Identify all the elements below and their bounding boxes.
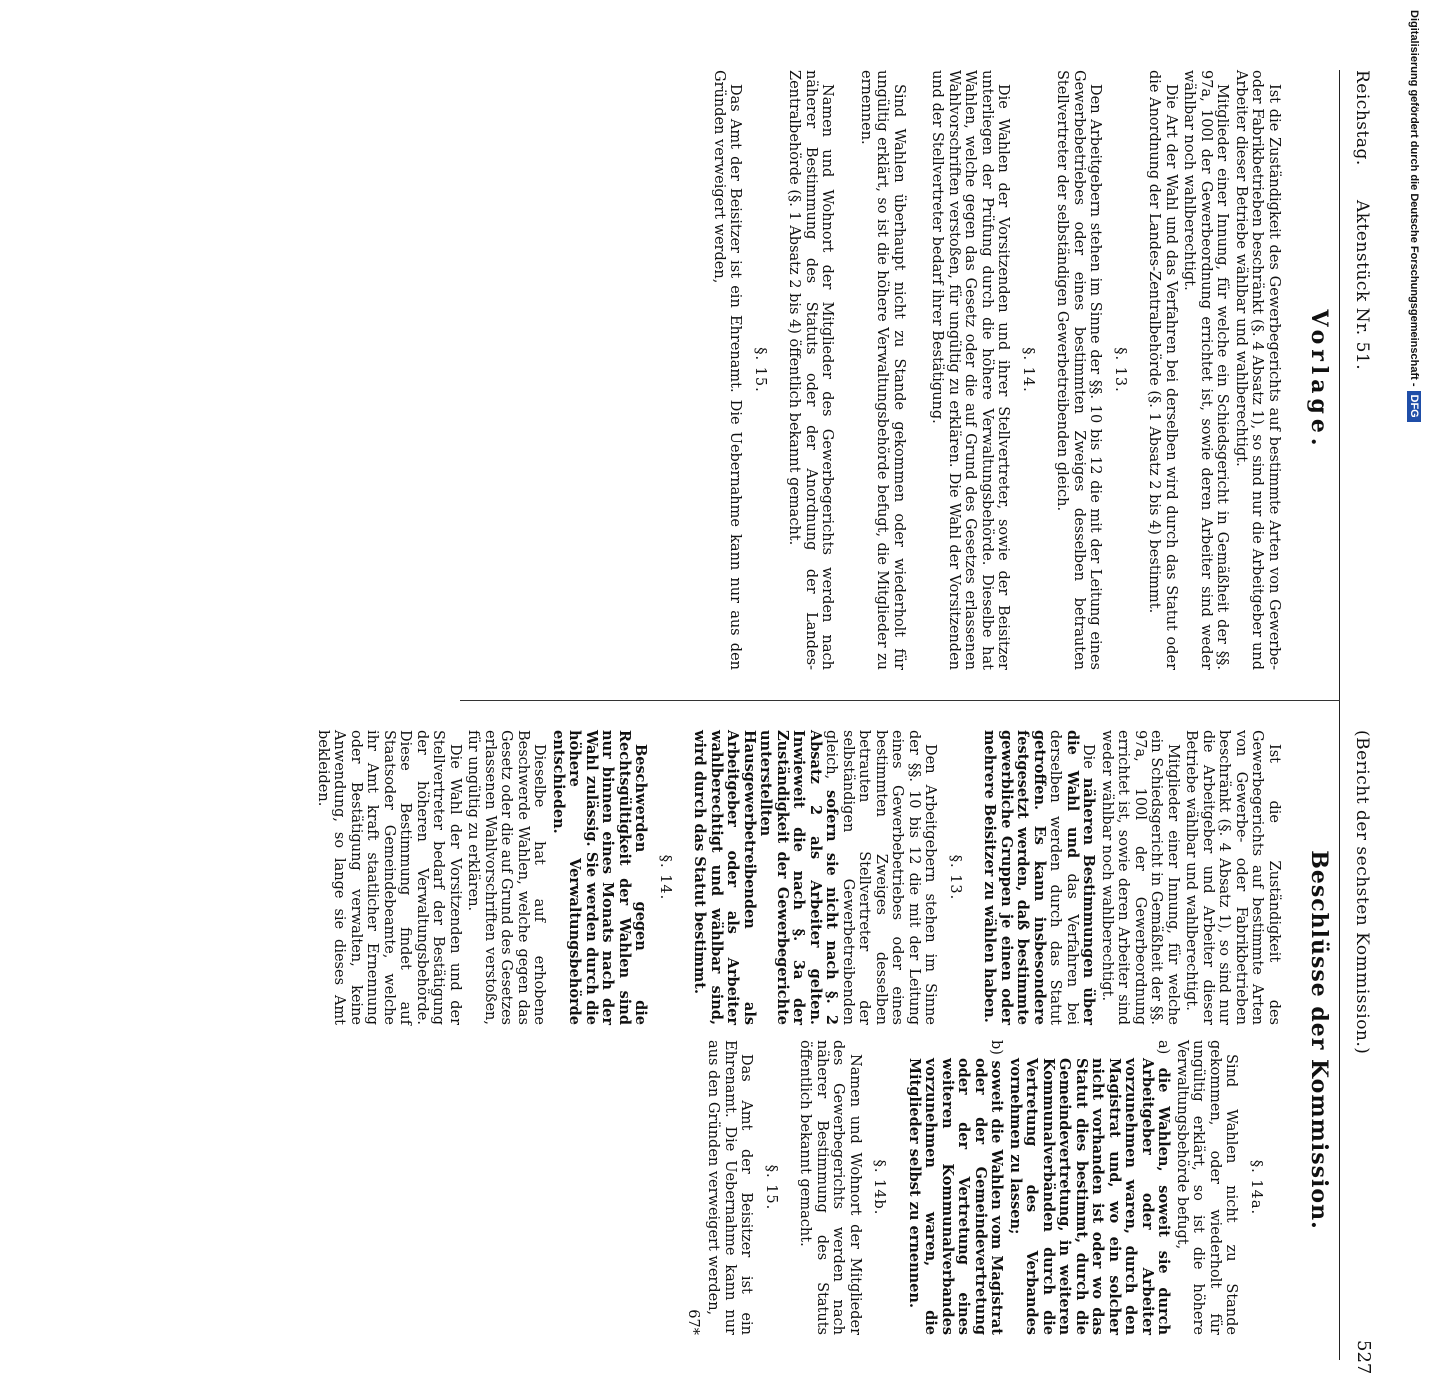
vorlage-sec14-head: §. 14. xyxy=(1020,347,1036,393)
header-reichstag: Reichstag. xyxy=(1352,70,1372,166)
beschluss-sec14a: Beschwerden gegen die Rechtsgültigkeit der Wahlen sind nur binnen eines Monats nach der Wahl zulässig. Sie werden durch die höhere Verwaltungsbehörde entschieden. xyxy=(550,730,650,1025)
footnote-mark: 67* xyxy=(685,1309,701,1335)
beschluss-para-3a: Die xyxy=(1080,744,1097,769)
beschluss-sec15: Das Amt der Beisitzer ist ein Ehrenamt. Die Uebernahme kann nur aus den Gründen verweigert werden, xyxy=(705,1040,755,1335)
beschluesse-column-2 xyxy=(482,1040,1282,1335)
beschluss-sec14-head: §. 14. xyxy=(657,854,673,901)
beschluss-sec14b: Namen und Wohnort der Mitglieder des Gewerbegerichts werden nach näherer Bestimmung des Statuts öffentlich bekannt gemacht. xyxy=(797,1040,863,1335)
column-divider xyxy=(460,700,1340,701)
page-number: 527 xyxy=(1353,1340,1374,1374)
item-a-label: a) xyxy=(1155,1040,1172,1055)
beschluss-item-a xyxy=(1007,1040,1173,1336)
dfg-stamp xyxy=(1400,10,1428,1000)
vorlage-sec14: Die Wahlen der Vorsitzenden und ihrer Stellvertreter, sowie der Beisitzer unterliegen der Prüfung durch die höhere Verwaltungsbehörde. Dieselbe hat Wahlen, welche gegen das Gesetz oder die auf Grund des Gesetzes erlassenen Wahlvorschriften verstoßen, für ungültig zu erklären. Die Wahl der Vorsitzenden und der Stellvertreter bedarf ihrer Bestätigung. xyxy=(929,70,1012,670)
beschluss-sec14a-head: §. 14a. xyxy=(1248,1159,1264,1216)
vorlage-column xyxy=(462,70,1282,670)
beschluss-para-3 xyxy=(981,730,1097,1025)
beschluss-para-3c: das Verfahren bei derselben werden durch das Statut xyxy=(1047,730,1080,1025)
header-rule xyxy=(1339,70,1340,1360)
beschluss-para-1: Ist die Zuständigkeit des Gewerbegerichts auf bestimmte Arten von Gewerbe- oder Fabrikbetrieben beschränkt (§. 4 Absatz 1), so sind nur die Arbeitgeber und Arbeiter dieser Betriebe wählbar und wahlberechtigt. xyxy=(1183,730,1282,1025)
dfg-stamp-text: Digitalisierung gefördert durch die Deutsche Forschungsgemeinschaft - xyxy=(1408,10,1420,387)
vorlage-sec14b: Namen und Wohnort der Mitglieder des Gewerbegerichts werden nach näherer Bestimmung des Statuts oder der Anordnung der Landes-Zentralbehörde (§. 1 Absatz 2 bis 4) öffentlich bekannt gemacht. xyxy=(786,70,836,670)
item-b-label: b) xyxy=(988,1040,1005,1055)
beschluss-sec15-head: §. 15. xyxy=(763,1164,779,1211)
beschluss-para-2: Mitglieder einer Innung, für welche ein Schiedsgericht in Gemäßheit der §§. 97a, 100l der Gewerbeordnung errichtet ist, sowie deren Arbeiter sind weder wählbar noch wahlberechtigt. xyxy=(1099,730,1181,1025)
beschluss-sec13 xyxy=(691,730,939,1025)
beschluesse-column-1 xyxy=(315,730,1282,1026)
beschluss-sec14b-head: §. 14b. xyxy=(871,1159,888,1216)
header-right xyxy=(1344,730,1372,1330)
header-bericht: (Bericht der sechsten Kommission.) xyxy=(1352,730,1372,1055)
right-title: Beschlüsse der Kommission. xyxy=(1306,850,1332,1230)
item-b-text: soweit die Wahlen vom Magistrat oder der Gemeindevertretung oder der Vertretung eines weiteren Kommunalverbandes vorzunehmen waren, die Mitglieder selbst zu ernennen. xyxy=(906,1058,1006,1336)
vorlage-sec15: Das Amt der Beisitzer ist ein Ehrenamt. Die Uebernahme kann nur aus den Gründen verweigert werden, xyxy=(711,70,744,670)
vorlage-sec14a: Sind Wahlen überhaupt nicht zu Stande gekommen oder wiederholt für ungültig erklärt, so ist die höhere Verwaltungsbehörde befugt, die Mitglieder zu ernennen. xyxy=(858,70,907,670)
header-left xyxy=(1344,70,1372,690)
beschluss-item-b xyxy=(906,1040,1006,1336)
beschluss-sec14c: Die Wahl der Vorsitzenden und der Stellvertreter bedarf der Bestätigung der höheren Verwaltungsbehörde. Diese Bestimmung findet auf Staatsoder Gemeindebeamte, welche ihr Amt kraft staatlicher Ernennung oder Bestätigung verwalten, keine Anwendung, so lange sie dieses Amt bekleiden. xyxy=(315,730,463,1025)
vorlage-sec13: Den Arbeitgebern stehen im Sinne der §§. 10 bis 12 die mit der Leitung eines Gewerbebetriebes oder eines bestimmten Zweiges desselben betrauten Stellvertreter der selbständigen Gewerbetreibenden gleich. xyxy=(1054,70,1104,670)
vorlage-para-2: Mitglieder einer Innung, für welche ein Schiedsgericht in Gemäßheit der §§. 97a, 100l der Gewerbeordnung errichtet ist, sowie deren Arbeiter sind weder wählbar noch wahlberechtigt. xyxy=(1181,70,1231,670)
beschluss-para-3b: näheren Bestimmungen über die Wahl und xyxy=(1064,730,1098,1026)
vorlage-sec13-head: §. 13. xyxy=(1112,347,1128,393)
left-title: Vorlage. xyxy=(1306,309,1332,451)
beschluss-sec13-text: Den Arbeitgebern stehen im Sinne der §§. 10 bis 12 die mit der Leitung eines Gewerbebetriebes oder eines bestimmten Zweiges desselben betrauten Stellvertreter der selbständigen Gewerbetreibenden gleich, xyxy=(823,730,939,1025)
beschluss-sec13-head: §. 13. xyxy=(947,854,963,901)
beschluss-para-3d: getroffen. Es kann insbesondere festgesetzt werden, daß bestimmte gewerbliche Gruppen je einen oder mehrere Beisitzer zu wählen haben. xyxy=(981,730,1048,1025)
item-a-text: die Wahlen, soweit sie durch Arbeitgeber oder Arbeiter vorzunehmen waren, durch den Magistrat und, wo ein solcher nicht vorhanden ist oder wo das Statut dies bestimmt, durch die Gemeindevertretung, in weiteren Kommunalverbänden durch die Vertretung des Verbandes vornehmen zu lassen; xyxy=(1007,1058,1173,1336)
beschluss-sec14a-intro: Sind Wahlen nicht zu Stande gekommen, oder wiederholt für ungültig erklärt, so ist die höhere Verwaltungsbehörde befugt, xyxy=(1174,1040,1240,1335)
beschluss-sec14b: Dieselbe hat auf erhobene Beschwerde Wahlen, welche gegen das Gesetz oder die auf Grund des Gesetzes erlassenen Wahlvorschriften verstoßen, für ungültig zu erklären. xyxy=(465,730,548,1025)
header-aktenstueck: Aktenstück Nr. 51. xyxy=(1352,200,1372,371)
dfg-logo: DFG xyxy=(1407,391,1421,422)
vorlage-para-1: Ist die Zuständigkeit des Gewerbegerichts auf bestimmte Arten von Gewerbe- oder Fabrikbetrieben beschränkt (§. 4 Absatz 1), so sind nur die Arbeitgeber und Arbeiter dieser Betriebe wählbar und wahlberechtigt. xyxy=(1233,70,1282,670)
dfg-stamp-text-wrap xyxy=(1400,10,1428,1000)
vorlage-sec15-head: §. 15. xyxy=(752,347,768,393)
vorlage-para-3: Die Art der Wahl und das Verfahren bei derselben wird durch das Statut oder die Anordnung der Landes-Zentralbehörde (§. 1 Absatz 2 bis 4) bestimmt. xyxy=(1146,70,1179,670)
beschluss-sec13-bold: sofern sie nicht nach §. 2 Absatz 2 als Arbeiter gelten. Inwieweit die nach §. 3a der Zuständigkeit der Gewerbegerichte unterstellten Hausgewerbetreibenden als Arbeitgeber oder als Arbeiter wahlberechtigt und wählbar sind, wird durch das Statut bestimmt. xyxy=(691,730,841,1025)
